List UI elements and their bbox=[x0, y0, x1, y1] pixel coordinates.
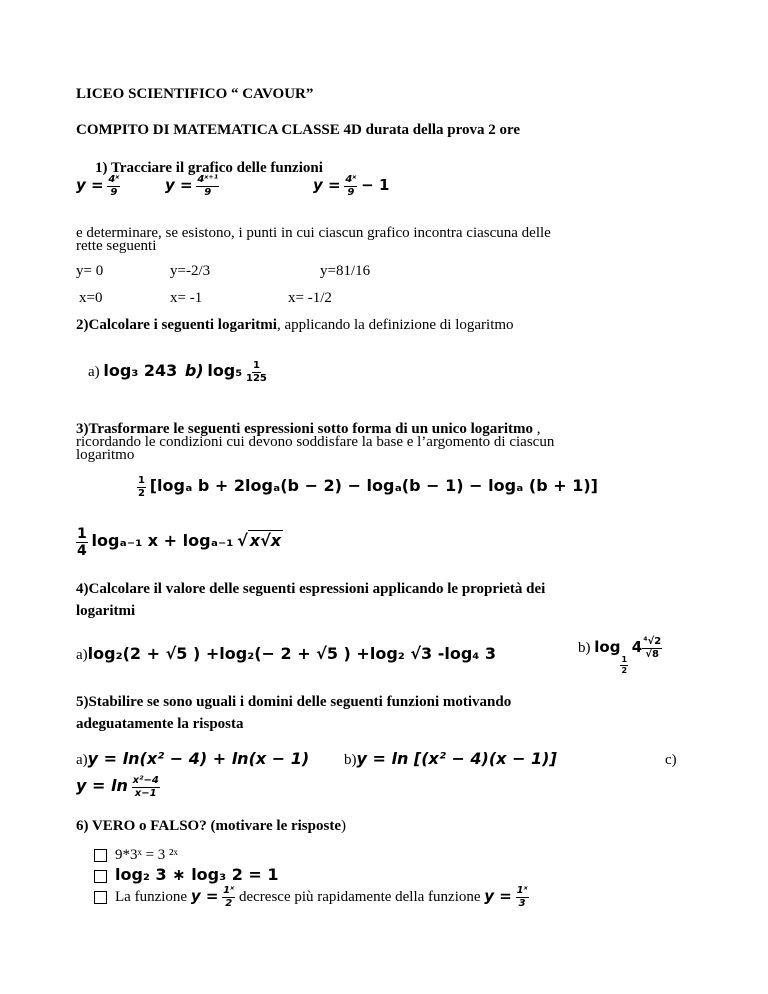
q4-a-term4: -log₄ 3 bbox=[432, 644, 497, 663]
q3-e2-expr: logₐ₋₁ x + logₐ₋₁ bbox=[91, 530, 234, 550]
q6-item3-lhs1: y = bbox=[190, 886, 219, 905]
q1-text-line1: e determinare, se esistono, i punti in cui ciascun grafico incontra ciascuna delle bbox=[76, 225, 551, 241]
q1-line-r1: y= 0 bbox=[76, 263, 104, 279]
q3-expression-1 bbox=[137, 476, 598, 499]
q3-e2-num: 1 bbox=[77, 526, 87, 542]
q2-b-log: log₅ bbox=[207, 360, 243, 380]
q4-b-label: b) bbox=[578, 639, 591, 656]
q6-item3-mid: decresce più rapidamente della funzione bbox=[238, 888, 481, 905]
f3-tail: − 1 bbox=[361, 175, 390, 194]
q6-item-3 bbox=[94, 886, 529, 909]
q2-heading-bold: 2)Calcolare i seguenti logaritmi bbox=[76, 317, 277, 333]
q1-heading: 1) Tracciare il grafico delle funzioni bbox=[95, 160, 323, 176]
q1-line-r4: x=0 bbox=[79, 290, 103, 306]
q4-a-term2: +log₂(− 2 + √5 ) bbox=[200, 644, 351, 663]
q5-expression-c bbox=[76, 776, 160, 799]
f2-num: 4ˣ⁺¹ bbox=[197, 174, 219, 185]
f3-num: 4ˣ bbox=[345, 174, 357, 185]
q6-checkbox-3[interactable] bbox=[94, 891, 107, 904]
q5-a-label: a) bbox=[76, 752, 88, 768]
q3-heading-bold: 3)Trasformare le seguenti espressioni sotto forma di un unico logaritmo bbox=[76, 421, 534, 437]
q6-item3-frac1 bbox=[222, 886, 235, 909]
f2-lhs: y = bbox=[165, 175, 193, 194]
q6-item3-lhs2: y = bbox=[484, 886, 512, 905]
q3-heading-rest: , bbox=[533, 421, 541, 437]
f1-den: 9 bbox=[110, 187, 118, 198]
q2-b-label: b) bbox=[184, 360, 204, 380]
q2-b-den: 125 bbox=[246, 373, 267, 384]
q5-b-label: b) bbox=[344, 752, 357, 768]
q4-a-term3: +log₂ √3 bbox=[350, 644, 433, 663]
q6-item3-num1: 1ˣ bbox=[223, 885, 235, 896]
q3-expression-2: $\frac{1}{4}$ logₐ₋₁ x + logₐ₋₁ √ x√x bbox=[77, 526, 282, 559]
q4-b-base-den: 2 bbox=[621, 665, 628, 675]
q6-item-1 bbox=[94, 847, 178, 864]
q4-expression-a bbox=[76, 645, 496, 664]
q5-heading-line2: adeguatamente la risposta bbox=[76, 716, 244, 732]
test-title: COMPITO DI MATEMATICA CLASSE 4D durata della prova 2 ore bbox=[76, 122, 521, 138]
q3-e1-expr: [logₐ b + 2logₐ(b − 2) − logₐ(b − 1) − logₐ (b + 1)] bbox=[149, 475, 598, 495]
q6-heading-rest: ) bbox=[340, 818, 346, 834]
q6-checkbox-2[interactable] bbox=[94, 870, 107, 883]
f2-fraction bbox=[196, 175, 219, 198]
q6-item1-text: 9*3ˣ = 3 ²ˣ bbox=[115, 847, 178, 863]
q1-line-r5: x= -1 bbox=[170, 290, 203, 306]
school-name: LICEO SCIENTIFICO “ CAVOUR” bbox=[76, 86, 314, 102]
q4-b-four: 4 bbox=[631, 637, 643, 656]
q3-e1-den: 2 bbox=[138, 488, 145, 499]
q1-line-r3: y=81/16 bbox=[320, 263, 371, 279]
q3-e2-fraction bbox=[76, 527, 88, 558]
q6-item3-den1: 2 bbox=[225, 898, 233, 909]
q6-item3-num2: 1ˣ bbox=[516, 885, 528, 896]
q4-b-log: log bbox=[594, 637, 621, 656]
q5-c-label: c) bbox=[665, 752, 677, 768]
q6-item3-den2: 3 bbox=[518, 898, 526, 909]
q4-b-base bbox=[620, 656, 628, 675]
q6-item-2 bbox=[94, 866, 279, 885]
q2-a-expr: log₃ 243 bbox=[103, 360, 178, 380]
q6-heading-bold: 6) VERO o FALSO? (motivare le risposte bbox=[76, 818, 341, 834]
f1-num: 4ˣ bbox=[108, 174, 120, 185]
q3-line3: logaritmo bbox=[76, 447, 135, 463]
q4-a-label: a) bbox=[76, 647, 88, 663]
q5-c-num: x²−4 bbox=[132, 775, 159, 786]
q4-b-base-num: 1 bbox=[621, 654, 628, 664]
q3-e2-radicand: x√x bbox=[249, 530, 282, 550]
q1-function-3 bbox=[313, 175, 389, 198]
q4-a-term1: log₂(2 + √5 ) bbox=[87, 644, 201, 663]
q5-expression-a bbox=[76, 750, 309, 769]
q6-item3-pre: La funzione bbox=[115, 888, 188, 905]
q2-expressions bbox=[88, 361, 267, 384]
f1-fraction bbox=[107, 175, 120, 198]
q4-expression-b bbox=[578, 637, 662, 675]
q5-b-expr: y = ln [(x² − 4)(x − 1)] bbox=[356, 749, 557, 768]
q2-heading bbox=[76, 317, 514, 334]
q3-e1-num: 1 bbox=[138, 475, 145, 486]
q2-b-num: 1 bbox=[252, 360, 260, 371]
q5-a-expr: y = ln(x² − 4) + ln(x − 1) bbox=[87, 749, 310, 768]
f2-den: 9 bbox=[204, 187, 212, 198]
q5-c-lhs: y = ln bbox=[76, 775, 128, 795]
q1-function-1 bbox=[76, 175, 120, 198]
q6-heading bbox=[76, 818, 346, 835]
q1-line-r6: x= -1/2 bbox=[288, 290, 332, 306]
q6-checkbox-1[interactable] bbox=[94, 849, 107, 862]
q4-heading-line1: 4)Calcolare il valore delle seguenti espressioni applicando le proprietà dei bbox=[76, 581, 546, 597]
q2-b-fraction bbox=[246, 361, 267, 384]
q6-item2-text: log₂ 3 ∗ log₃ 2 = 1 bbox=[115, 865, 279, 884]
f3-lhs: y = bbox=[313, 175, 341, 194]
q1-line-r2: y=-2/3 bbox=[170, 263, 211, 279]
q2-heading-rest: , applicando la definizione di logaritmo bbox=[276, 317, 514, 333]
f3-den: 9 bbox=[347, 187, 355, 198]
q1-function-2 bbox=[165, 175, 219, 198]
q6-item3-frac2 bbox=[516, 886, 529, 909]
q4-b-den: √8 bbox=[645, 649, 660, 660]
q5-c-den: x−1 bbox=[134, 788, 157, 799]
q5-heading-line1: 5)Stabilire se sono uguali i domini delle seguenti funzioni motivando bbox=[76, 694, 512, 710]
f3-fraction bbox=[344, 175, 357, 198]
q4-heading-line2: logaritmi bbox=[76, 603, 136, 619]
f1-lhs: y = bbox=[76, 175, 104, 194]
q5-expression-b bbox=[344, 750, 557, 769]
q4-b-fraction bbox=[642, 637, 662, 660]
q3-e2-den: 4 bbox=[77, 543, 87, 559]
q4-b-num: ⁴√2 bbox=[643, 636, 662, 647]
q3-line2: ricordando le condizioni cui devono soddisfare la base e l’argomento di ciascun bbox=[76, 434, 555, 450]
q2-a-label: a) bbox=[88, 363, 100, 380]
q5-c-fraction bbox=[132, 776, 160, 799]
q3-e1-fraction bbox=[137, 476, 146, 499]
q1-text-line2: rette seguenti bbox=[76, 238, 157, 254]
